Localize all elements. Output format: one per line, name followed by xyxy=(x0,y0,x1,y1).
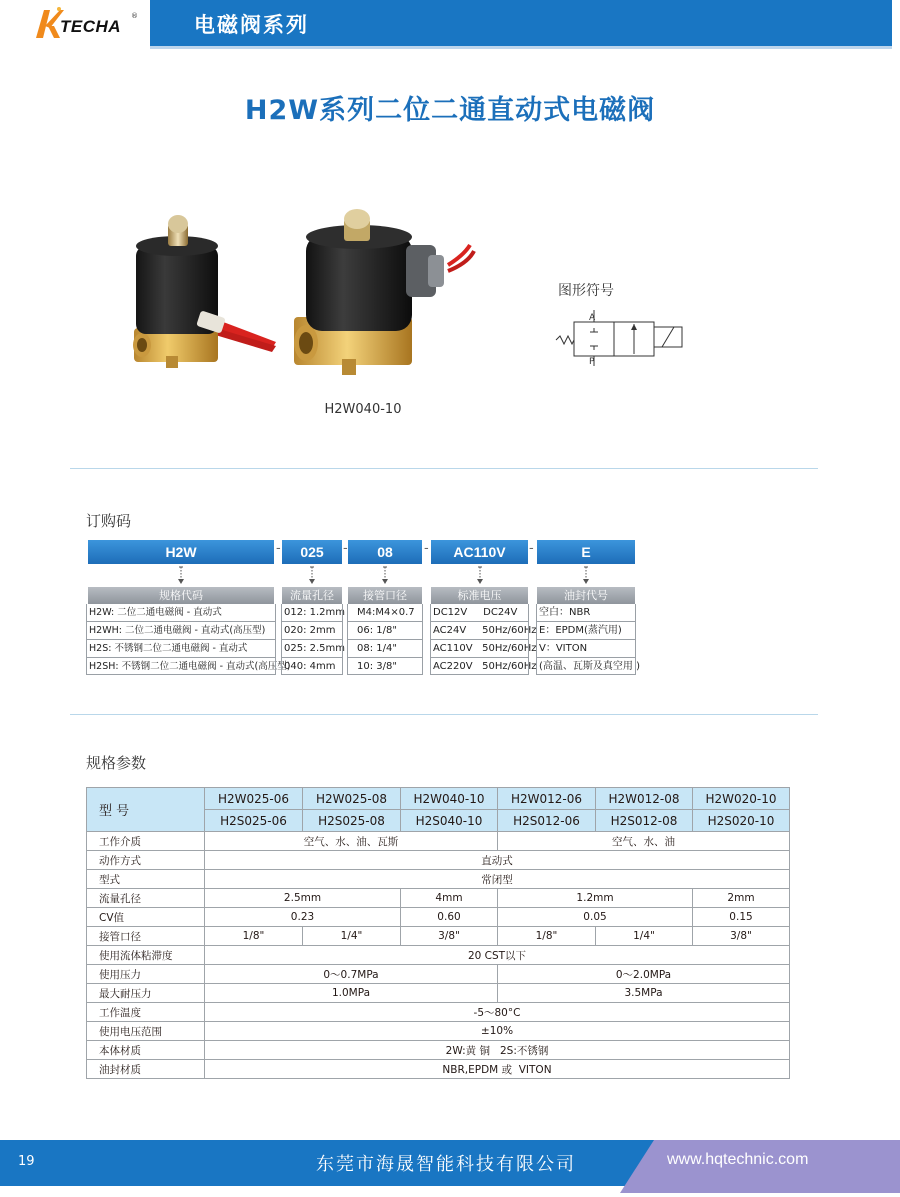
row-label: 使用流体粘滞度 xyxy=(87,946,205,965)
model-cell: H2S040-10 xyxy=(401,810,498,832)
logo-text: TECHA xyxy=(60,17,122,36)
valve-small-image xyxy=(126,210,286,380)
model-cell: H2W040-10 xyxy=(401,788,498,810)
table-cell: 0.15 xyxy=(693,908,790,927)
list-item: H2S: 不锈钢二位二通电磁阀 - 直动式 xyxy=(86,640,276,658)
divider-2 xyxy=(70,714,818,715)
category-frame xyxy=(536,604,640,675)
arrow-down-icon xyxy=(583,566,589,584)
row-label: 型式 xyxy=(87,870,205,889)
model-cell: H2S020-10 xyxy=(693,810,790,832)
table-row xyxy=(87,908,790,927)
table-row xyxy=(87,965,790,984)
table-cell: 2W:黄 铜 2S:不锈钢 xyxy=(205,1041,790,1060)
table-cell: 空气、水、油 xyxy=(498,832,790,851)
symbol-label-p: P xyxy=(589,357,595,366)
model-cell: H2W012-08 xyxy=(596,788,693,810)
list-item: H2SH: 不锈钢二位二通电磁阀 - 直动式(高压型) xyxy=(89,661,291,672)
table-cell: 0～2.0MPa xyxy=(498,965,790,984)
row-label: 流量孔径 xyxy=(87,889,205,908)
page-number: 19 xyxy=(18,1154,35,1169)
row-label: 油封材质 xyxy=(87,1060,205,1079)
table-row xyxy=(87,889,790,908)
code-dash: - xyxy=(529,541,534,556)
list-item: (高温、瓦斯及真空用 ) xyxy=(539,661,640,672)
list-item: DC12V DC24V xyxy=(430,604,529,622)
table-cell: 空气、水、油、瓦斯 xyxy=(205,832,498,851)
table-cell: NBR,EPDM 或 VITON xyxy=(205,1060,790,1079)
list-item: 025: 2.5mm xyxy=(281,640,343,658)
table-cell: 3/8" xyxy=(401,927,498,946)
list-item: 10: 3/8" xyxy=(357,661,397,672)
valve-large-image xyxy=(288,205,484,381)
model-cell: H2S012-08 xyxy=(596,810,693,832)
series-title: 电磁阀系列 xyxy=(194,13,309,37)
table-cell: 0.05 xyxy=(498,908,693,927)
list-item: 020: 2mm xyxy=(281,622,343,640)
company-name: 东莞市海晟智能科技有限公司 xyxy=(316,1154,576,1175)
list-item: M4:M4×0.7 xyxy=(347,604,423,622)
list-item: H2WH: 二位二通电磁阀 - 直动式(高压型) xyxy=(86,622,276,640)
table-row xyxy=(87,1022,790,1041)
category-head-voltage: 标准电压 xyxy=(431,587,528,604)
category-frame xyxy=(430,604,537,675)
table-cell: 3/8" xyxy=(693,927,790,946)
row-label: 工作介质 xyxy=(87,832,205,851)
code-dash: - xyxy=(424,541,429,556)
table-cell: 1.2mm xyxy=(498,889,693,908)
arrow-down-icon xyxy=(477,566,483,584)
row-label: 最大耐压力 xyxy=(87,984,205,1003)
list-item: V：VITON xyxy=(536,640,636,658)
list-item: AC220V 50Hz/60Hz xyxy=(433,661,537,672)
model-cell: H2S012-06 xyxy=(498,810,596,832)
table-row xyxy=(87,1041,790,1060)
list-item: H2W: 二位二通电磁阀 - 直动式 xyxy=(86,604,276,622)
table-cell: 常闭型 xyxy=(205,870,790,889)
model-cell: H2W025-06 xyxy=(205,788,303,810)
symbol-label-a: A xyxy=(589,313,596,323)
code-dash: - xyxy=(343,541,348,556)
header-shadow xyxy=(150,46,892,49)
row-label: 工作温度 xyxy=(87,1003,205,1022)
row-label: CV值 xyxy=(87,908,205,927)
category-frame xyxy=(281,604,343,675)
model-cell: H2W012-06 xyxy=(498,788,596,810)
table-cell: 1.0MPa xyxy=(205,984,498,1003)
spec-table xyxy=(86,787,790,1079)
model-cell: H2W020-10 xyxy=(693,788,790,810)
table-row xyxy=(87,946,790,965)
row-label: 接管口径 xyxy=(87,927,205,946)
table-row xyxy=(87,851,790,870)
list-item: 040: 4mm xyxy=(284,661,336,672)
category-frame xyxy=(347,604,423,675)
category-head-port: 接管口径 xyxy=(348,587,422,604)
category-head-spec: 规格代码 xyxy=(88,587,274,604)
code-seal: E xyxy=(537,540,635,564)
table-cell: 3.5MPa xyxy=(498,984,790,1003)
table-cell: 1/8" xyxy=(205,927,303,946)
category-head-orifice: 流量孔径 xyxy=(282,587,342,604)
model-cell: H2W025-08 xyxy=(303,788,401,810)
table-row xyxy=(87,927,790,946)
table-cell: 0～0.7MPa xyxy=(205,965,498,984)
spec-title: 规格参数 xyxy=(86,754,147,772)
table-row xyxy=(87,788,790,810)
table-row xyxy=(87,870,790,889)
code-orifice: 025 xyxy=(282,540,342,564)
divider-1 xyxy=(70,468,818,469)
table-cell: 0.23 xyxy=(205,908,401,927)
table-row xyxy=(87,984,790,1003)
arrow-down-icon xyxy=(178,566,184,584)
list-item: AC24V 50Hz/60Hz xyxy=(430,622,529,640)
category-head-seal: 油封代号 xyxy=(537,587,635,604)
row-label: 动作方式 xyxy=(87,851,205,870)
code-series: H2W xyxy=(88,540,274,564)
table-cell: ±10% xyxy=(205,1022,790,1041)
table-cell: 1/8" xyxy=(498,927,596,946)
code-dash: - xyxy=(276,541,281,556)
row-label: 使用压力 xyxy=(87,965,205,984)
list-item: 012: 1.2mm xyxy=(281,604,343,622)
arrow-down-icon xyxy=(309,566,315,584)
table-row xyxy=(87,832,790,851)
table-cell: 4mm xyxy=(401,889,498,908)
list-item: E：EPDM(蒸汽用) xyxy=(536,622,636,640)
table-cell: 2mm xyxy=(693,889,790,908)
symbol-title: 图形符号 xyxy=(558,283,614,299)
product-caption: H2W040-10 xyxy=(324,402,402,417)
website-link[interactable]: www.hqtechnic.com xyxy=(667,1151,809,1168)
table-row xyxy=(87,1060,790,1079)
model-label: 型 号 xyxy=(87,788,205,832)
arrow-down-icon xyxy=(382,566,388,584)
page-title: H2W系列二位二通直动式电磁阀 xyxy=(244,95,656,126)
table-cell: 1/4" xyxy=(596,927,693,946)
category-frame xyxy=(86,604,291,675)
table-cell: -5～80°C xyxy=(205,1003,790,1022)
row-label: 本体材质 xyxy=(87,1041,205,1060)
table-cell: 2.5mm xyxy=(205,889,401,908)
row-label: 使用电压范围 xyxy=(87,1022,205,1041)
model-cell: H2S025-06 xyxy=(205,810,303,832)
table-row xyxy=(87,1003,790,1022)
code-voltage: AC110V xyxy=(431,540,528,564)
model-cell: H2S025-08 xyxy=(303,810,401,832)
table-cell: 0.60 xyxy=(401,908,498,927)
valve-symbol-diagram xyxy=(554,310,686,366)
list-item: AC110V 50Hz/60Hz xyxy=(430,640,529,658)
list-item: 空白：NBR xyxy=(536,604,636,622)
table-cell: 1/4" xyxy=(303,927,401,946)
logo-registered: ® xyxy=(131,12,138,20)
list-item: 06: 1/8" xyxy=(347,622,423,640)
list-item: 08: 1/4" xyxy=(347,640,423,658)
table-cell: 20 CST以下 xyxy=(205,946,790,965)
logo xyxy=(0,0,150,46)
table-cell: 直动式 xyxy=(205,851,790,870)
order-code-title: 订购码 xyxy=(86,512,132,530)
code-port: 08 xyxy=(348,540,422,564)
